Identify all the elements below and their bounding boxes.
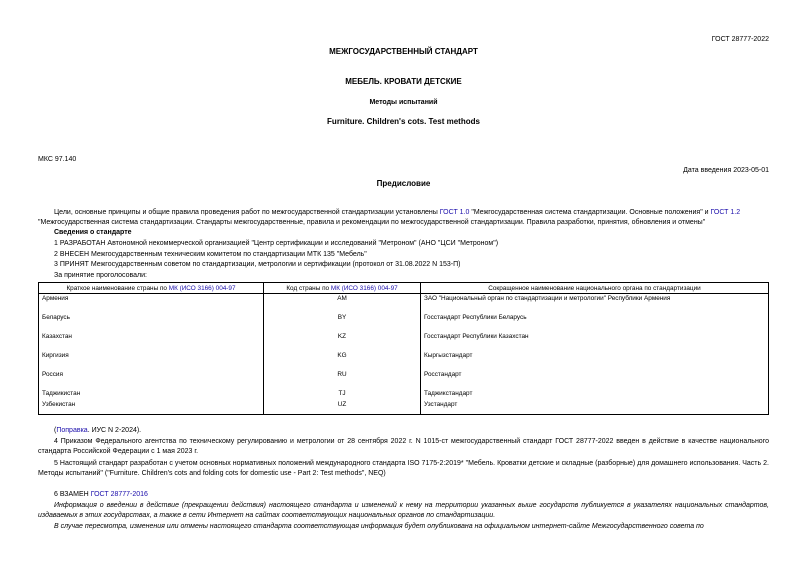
table-row	[39, 389, 769, 400]
intro-text-3: "Межгосударственная система стандартизации. Стандарты межгосударственные, правила и рекомендации по межгосударственной стандартизации. Правила разработки, принятия, обновления и отмены"	[38, 219, 706, 226]
table-row	[39, 294, 769, 314]
amendment-link[interactable]: Поправка	[56, 427, 88, 434]
document-title: МЕБЕЛЬ. КРОВАТИ ДЕТСКИЕ	[345, 77, 462, 86]
cell-body: ЗАО "Национальный орган по стандартизации и метрологии" Республики Армения	[421, 294, 769, 314]
cell-body: Росстандарт	[421, 370, 769, 389]
cell-country: Армения	[39, 294, 264, 314]
column-header-body: Сокращенное наименование национального органа по стандартизации	[421, 283, 769, 294]
gost-1-0-link[interactable]: ГОСТ 1.0	[439, 209, 470, 216]
gost-1-2-link[interactable]: ГОСТ 1.2	[710, 209, 741, 216]
item-6	[54, 491, 148, 498]
intro-paragraph	[38, 208, 769, 228]
mk-iso-link-1[interactable]: МК (ИСО 3166) 004-97	[168, 284, 236, 292]
mk-iso-link-2[interactable]: МК (ИСО 3166) 004-97	[330, 284, 398, 292]
table-row	[39, 351, 769, 370]
standard-type: МЕЖГОСУДАРСТВЕННЫЙ СТАНДАРТ	[329, 47, 478, 56]
cell-code: RU	[264, 370, 421, 389]
introduction-date: Дата введения 2023-05-01	[683, 167, 769, 174]
amendment-rest: . ИУС N 2-2024).	[87, 427, 142, 434]
column-header-code: Код страны по МК (ИСО 3166) 004-97	[264, 283, 421, 294]
document-subtitle: Методы испытаний	[369, 99, 438, 106]
cell-body: Госстандарт Республики Казахстан	[421, 332, 769, 351]
info-heading: Сведения о стандарте	[54, 229, 132, 236]
cell-country: Узбекистан	[39, 400, 264, 415]
revision-italic-paragraph: В случае пересмотра, изменения или отмены настоящего стандарта соответствующая информация будет опубликована на официальном интернет-сайте Межгосударственного совета по	[54, 523, 704, 530]
cell-country: Киргизия	[39, 351, 264, 370]
cell-code: UZ	[264, 400, 421, 415]
foreword-heading: Предисловие	[376, 179, 431, 188]
table-row	[39, 400, 769, 415]
intro-text-2: "Межгосударственная система стандартизации. Основные положения" и	[471, 209, 709, 216]
item-2: 2 ВНЕСЕН Межгосударственным техническим комитетом по стандартизации МТК 135 "Мебель"	[54, 251, 367, 258]
column-header-country: Краткое наименование страны по МК (ИСО 3166) 004-97	[39, 283, 264, 294]
cell-code: TJ	[264, 389, 421, 400]
countries-table	[38, 282, 769, 415]
item-3: 3 ПРИНЯТ Межгосударственным советом по стандартизации, метрологии и сертификации (протокол от 31.08.2022 N 153-П)	[54, 261, 461, 268]
voted-label: За принятие проголосовали:	[54, 272, 147, 279]
cell-country: Казахстан	[39, 332, 264, 351]
cell-code: KZ	[264, 332, 421, 351]
cell-code: KG	[264, 351, 421, 370]
item-1: 1 РАЗРАБОТАН Автономной некоммерческой организацией "Центр сертификации и исследований "Метроном" (АНО "ЦСИ "Метроном")	[54, 240, 499, 247]
cell-body: Госстандарт Республики Беларусь	[421, 313, 769, 332]
item-4: 4 Приказом Федерального агентства по техническому регулированию и метрологии от 28 сентября 2022 г. N 1015-ст межгосударственный стандарт ГОСТ 28777-2022 введен в действие в качестве национального стандарта Российской Федерации с 1 мая 2023 г.	[38, 438, 769, 455]
mks-code: МКС 97.140	[38, 156, 77, 163]
cell-body: Таджикстандарт	[421, 389, 769, 400]
document-code: ГОСТ 28777-2022	[711, 36, 769, 43]
intro-text-1: Цели, основные принципы и общие правила проведения работ по межгосударственной стандартизации установлены	[54, 209, 438, 216]
cell-country: Беларусь	[39, 313, 264, 332]
amendment-note: (Поправка. ИУС N 2-2024).	[54, 427, 142, 434]
table-row	[39, 370, 769, 389]
cell-body: Узстандарт	[421, 400, 769, 415]
cell-country: Россия	[39, 370, 264, 389]
item-5: 5 Настоящий стандарт разработан с учетом основных нормативных положений международного стандарта ISO 7175-2:2019* "Мебель. Кроватки детские и складные (разборные) для домашнего использования. Часть 2. Методы испытаний" ("Furniture. Children's cots and folding cots for domestic use - Part 2: Test methods", NEQ)	[38, 460, 769, 477]
cell-body: Кыргызстандарт	[421, 351, 769, 370]
cell-code: AM	[264, 294, 421, 314]
info-italic-paragraph: Информация о введении в действие (прекращении действия) настоящего стандарта и изменений к нему на территории указанных выше государств публикуется в указателях национальных стандартов, издаваемых в этих государствах, а также в сети Интернет на сайтах соответствующих национальных органов по стандартизации.	[38, 502, 769, 519]
table-row	[39, 332, 769, 351]
cell-country: Таджикистан	[39, 389, 264, 400]
cell-code: BY	[264, 313, 421, 332]
item-6-text: 6 ВЗАМЕН	[54, 491, 89, 498]
table-row	[39, 313, 769, 332]
document-title-en: Furniture. Children's cots. Test methods	[327, 117, 480, 126]
gost-28777-2016-link[interactable]: ГОСТ 28777-2016	[90, 491, 148, 498]
